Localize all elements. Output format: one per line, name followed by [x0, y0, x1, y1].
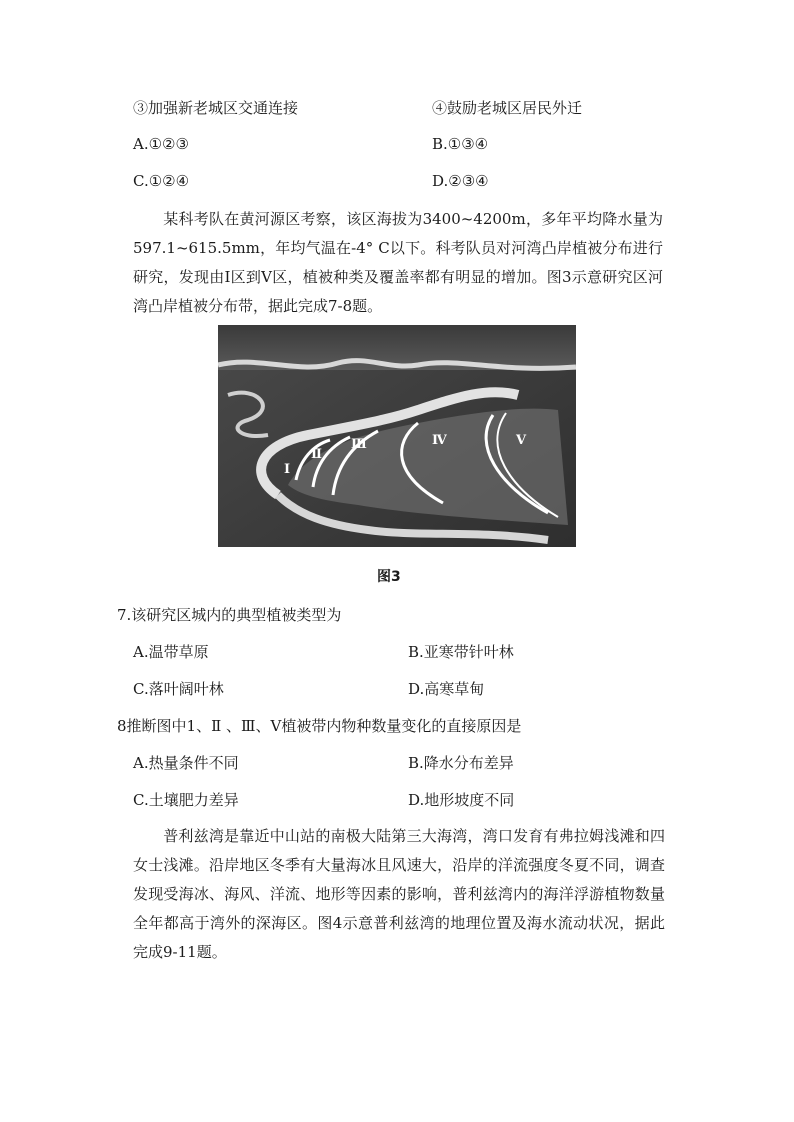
- figure-3-caption: 图3: [377, 569, 401, 585]
- zone-label-1: Ⅰ: [284, 462, 291, 477]
- river-bend-photo: [218, 325, 576, 555]
- figure-3-photo: [218, 325, 576, 555]
- intro-paragraph-2: [133, 822, 665, 967]
- option-3: ③加强新老城区交通连接: [133, 99, 299, 117]
- q8-choice-a: A.热量条件不同: [133, 754, 239, 772]
- q8-choice-c: C.土壤肥力差异: [133, 791, 239, 809]
- zone-label-2: Ⅱ: [311, 447, 322, 462]
- q7-choice-d: D.高寒草甸: [408, 680, 485, 698]
- choice-b: B.①③④: [432, 135, 489, 153]
- choice-d: D.②③④: [432, 172, 489, 190]
- choice-c: C.①②④: [133, 172, 190, 190]
- intro-paragraph-1: [133, 205, 663, 321]
- q7-choice-b: B.亚寒带针叶林: [408, 643, 514, 661]
- zone-label-5: Ⅴ: [516, 433, 527, 448]
- q7-choice-c: C.落叶阔叶林: [133, 680, 224, 698]
- option-4: ④鼓励老城区居民外迁: [432, 99, 583, 117]
- q8-choice-b: B.降水分布差异: [408, 754, 514, 772]
- zone-label-3: Ⅲ: [351, 437, 367, 452]
- zone-label-4: Ⅳ: [432, 433, 447, 448]
- q8-choice-d: D.地形坡度不同: [408, 791, 515, 809]
- intro-text-1: 某科考队在黄河源区考察，该区海拔为3400~4200m，多年平均降水量为597.1~615.5mm，年均气温在-4° C以下。科考队员对河湾凸岸植被分布进行研究，发现由Ⅰ区到Ⅴ区，植被种类及覆盖率都有明显的增加。图3示意研究区河湾凸岸植被分布带，据此完成7-8题。: [133, 210, 663, 315]
- intro-text-2: 普利兹湾是靠近中山站的南极大陆第三大海湾，湾口发育有弗拉姆浅滩和四女士浅滩。沿岸地区冬季有大量海冰且风速大，沿岸的洋流强度冬夏不同，调查发现受海冰、海风、洋流、地形等因素的影响，普利兹湾内的海洋浮游植物数量全年都高于湾外的深海区。图4示意普利兹湾的地理位置及海水流动状况，据此完成9-11题。: [133, 827, 665, 961]
- q7-choice-a: A.温带草原: [133, 643, 209, 661]
- choice-a: A.①②③: [133, 135, 189, 153]
- q7-stem: 7.该研究区城内的典型植被类型为: [117, 606, 342, 624]
- q8-stem: 8推断图中1、Ⅱ 、Ⅲ、V植被带内物种数量变化的直接原因是: [117, 717, 522, 735]
